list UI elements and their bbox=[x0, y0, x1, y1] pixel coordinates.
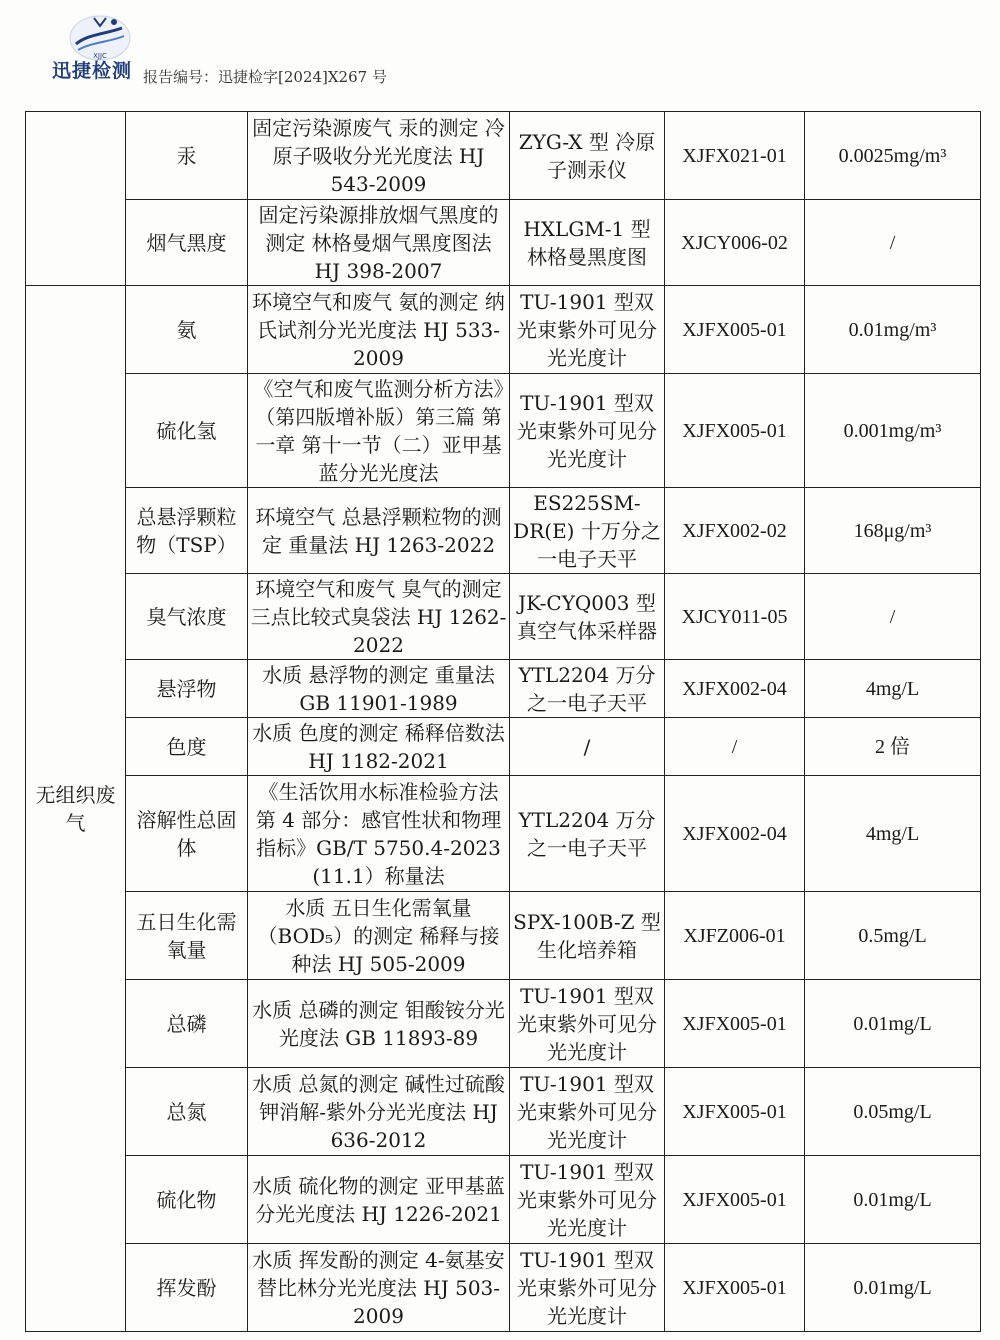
limit-cell: 0.01mg/L bbox=[805, 1244, 981, 1332]
code-cell: XJFX021-01 bbox=[665, 112, 805, 200]
method-cell: 固定污染源排放烟气黑度的测定 林格曼烟气黑度图法 HJ 398-2007 bbox=[248, 200, 510, 286]
item-cell: 五日生化需氧量 bbox=[126, 892, 248, 980]
limit-cell: 0.5mg/L bbox=[805, 892, 981, 980]
item-cell: 总磷 bbox=[126, 980, 248, 1068]
logo-emblem-text: XJJC bbox=[93, 52, 107, 60]
method-cell: 环境空气 总悬浮颗粒物的测定 重量法 HJ 1263-2022 bbox=[248, 488, 510, 574]
category-cell bbox=[26, 112, 126, 286]
code-cell: XJFX002-02 bbox=[665, 488, 805, 574]
table-row bbox=[26, 1068, 981, 1156]
table-row bbox=[26, 112, 981, 200]
page-header bbox=[0, 0, 1000, 112]
instrument-cell: TU-1901 型双光束紫外可见分光光度计 bbox=[510, 286, 665, 374]
method-cell: 环境空气和废气 氨的测定 纳氏试剂分光光度法 HJ 533-2009 bbox=[248, 286, 510, 374]
category-cell: 无组织废气 bbox=[26, 286, 126, 1332]
instrument-cell: / bbox=[510, 718, 665, 776]
method-cell: 《生活饮用水标准检验方法 第 4 部分：感官性状和物理指标》GB/T 5750.4-2023 (11.1）称量法 bbox=[248, 776, 510, 892]
item-cell: 色度 bbox=[126, 718, 248, 776]
instrument-cell: YTL2204 万分之一电子天平 bbox=[510, 776, 665, 892]
method-cell: 水质 硫化物的测定 亚甲基蓝分光光度法 HJ 1226-2021 bbox=[248, 1156, 510, 1244]
table-row bbox=[26, 776, 981, 892]
limit-cell: 0.05mg/L bbox=[805, 1068, 981, 1156]
limit-cell: 4mg/L bbox=[805, 660, 981, 718]
code-cell: XJFZ006-01 bbox=[665, 892, 805, 980]
method-cell: 固定污染源废气 汞的测定 冷原子吸收分光光度法 HJ 543-2009 bbox=[248, 112, 510, 200]
instrument-cell: ZYG-X 型 冷原子测汞仪 bbox=[510, 112, 665, 200]
limit-cell: 0.01mg/m³ bbox=[805, 286, 981, 374]
code-cell: / bbox=[665, 718, 805, 776]
instrument-cell: TU-1901 型双光束紫外可见分光光度计 bbox=[510, 374, 665, 488]
code-cell: XJFX005-01 bbox=[665, 374, 805, 488]
limit-cell: / bbox=[805, 200, 981, 286]
instrument-cell: TU-1901 型双光束紫外可见分光光度计 bbox=[510, 980, 665, 1068]
code-cell: XJFX005-01 bbox=[665, 980, 805, 1068]
item-cell: 烟气黑度 bbox=[126, 200, 248, 286]
limit-cell: 0.001mg/m³ bbox=[805, 374, 981, 488]
code-cell: XJFX005-01 bbox=[665, 286, 805, 374]
method-cell: 《空气和废气监测分析方法》（第四版增补版）第三篇 第一章 第十一节（二）亚甲基蓝分光光度法 bbox=[248, 374, 510, 488]
item-cell: 悬浮物 bbox=[126, 660, 248, 718]
table-row bbox=[26, 980, 981, 1068]
table-row bbox=[26, 660, 981, 718]
table-row bbox=[26, 286, 981, 374]
item-cell: 汞 bbox=[126, 112, 248, 200]
report-number: 报告编号：迅捷检字[2024]X267 号 bbox=[143, 68, 387, 86]
item-cell: 臭气浓度 bbox=[126, 574, 248, 660]
table-row bbox=[26, 200, 981, 286]
limit-cell: 2 倍 bbox=[805, 718, 981, 776]
table-row bbox=[26, 718, 981, 776]
table-row bbox=[26, 574, 981, 660]
method-cell: 水质 五日生化需氧量（BOD₅）的测定 稀释与接种法 HJ 505-2009 bbox=[248, 892, 510, 980]
code-cell: XJFX002-04 bbox=[665, 660, 805, 718]
table-row bbox=[26, 488, 981, 574]
limit-cell: 0.0025mg/m³ bbox=[805, 112, 981, 200]
item-cell: 挥发酚 bbox=[126, 1244, 248, 1332]
item-cell: 总悬浮颗粒物（TSP） bbox=[126, 488, 248, 574]
instrument-cell: TU-1901 型双光束紫外可见分光光度计 bbox=[510, 1156, 665, 1244]
limit-cell: 4mg/L bbox=[805, 776, 981, 892]
method-cell: 环境空气和废气 臭气的测定 三点比较式臭袋法 HJ 1262-2022 bbox=[248, 574, 510, 660]
limit-cell: / bbox=[805, 574, 981, 660]
limit-cell: 0.01mg/L bbox=[805, 980, 981, 1068]
method-cell: 水质 总磷的测定 钼酸铵分光光度法 GB 11893-89 bbox=[248, 980, 510, 1068]
detection-methods-table bbox=[25, 111, 981, 1332]
method-cell: 水质 悬浮物的测定 重量法 GB 11901-1989 bbox=[248, 660, 510, 718]
method-cell: 水质 色度的测定 稀释倍数法 HJ 1182-2021 bbox=[248, 718, 510, 776]
code-cell: XJFX002-04 bbox=[665, 776, 805, 892]
table-row bbox=[26, 1244, 981, 1332]
table-row bbox=[26, 1156, 981, 1244]
code-cell: XJFX005-01 bbox=[665, 1244, 805, 1332]
item-cell: 氨 bbox=[126, 286, 248, 374]
limit-cell: 168μg/m³ bbox=[805, 488, 981, 574]
limit-cell: 0.01mg/L bbox=[805, 1156, 981, 1244]
table-row bbox=[26, 892, 981, 980]
table-row bbox=[26, 374, 981, 488]
instrument-cell: ES225SM-DR(E) 十万分之一电子天平 bbox=[510, 488, 665, 574]
code-cell: XJCY011-05 bbox=[665, 574, 805, 660]
code-cell: XJFX005-01 bbox=[665, 1156, 805, 1244]
code-cell: XJCY006-02 bbox=[665, 200, 805, 286]
item-cell: 硫化物 bbox=[126, 1156, 248, 1244]
item-cell: 总氮 bbox=[126, 1068, 248, 1156]
item-cell: 溶解性总固体 bbox=[126, 776, 248, 892]
instrument-cell: JK-CYQ003 型真空气体采样器 bbox=[510, 574, 665, 660]
instrument-cell: YTL2204 万分之一电子天平 bbox=[510, 660, 665, 718]
logo-label: 迅捷检测 bbox=[52, 60, 133, 82]
instrument-cell: TU-1901 型双光束紫外可见分光光度计 bbox=[510, 1244, 665, 1332]
instrument-cell: HXLGM-1 型 林格曼黑度图 bbox=[510, 200, 665, 286]
instrument-cell: TU-1901 型双光束紫外可见分光光度计 bbox=[510, 1068, 665, 1156]
instrument-cell: SPX-100B-Z 型 生化培养箱 bbox=[510, 892, 665, 980]
code-cell: XJFX005-01 bbox=[665, 1068, 805, 1156]
method-cell: 水质 总氮的测定 碱性过硫酸钾消解-紫外分光光度法 HJ 636-2012 bbox=[248, 1068, 510, 1156]
item-cell: 硫化氢 bbox=[126, 374, 248, 488]
method-cell: 水质 挥发酚的测定 4-氨基安替比林分光光度法 HJ 503-2009 bbox=[248, 1244, 510, 1332]
